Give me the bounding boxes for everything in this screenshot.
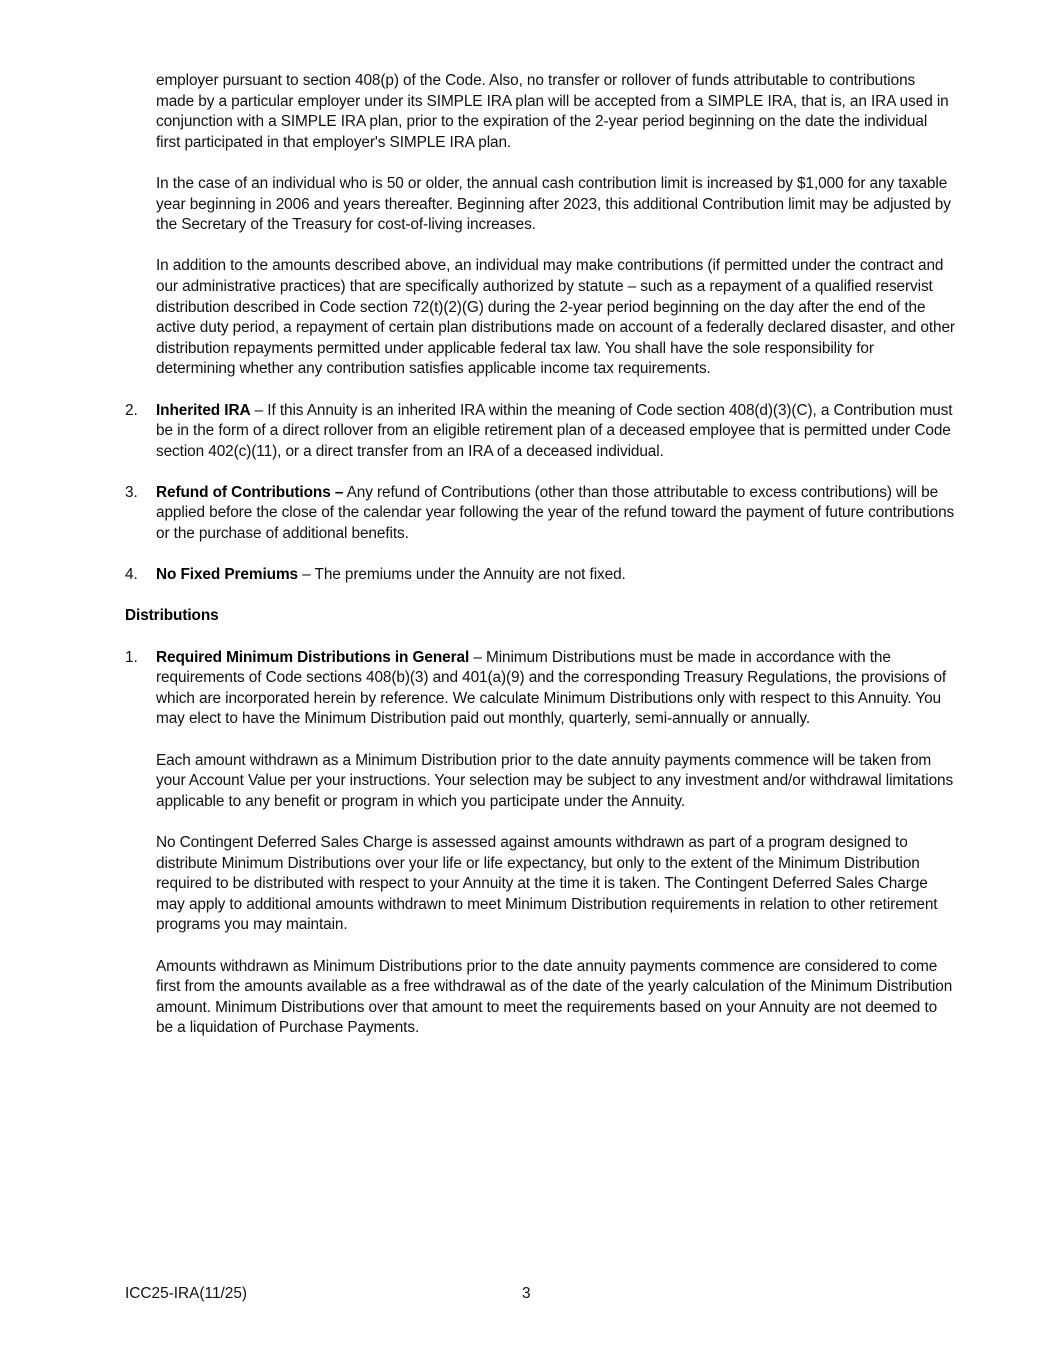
paragraph-catch-up: In the case of an individual who is 50 or older, the annual cash contribution limit is increased by $1,000 for any taxable year beginning in 2006 and years thereafter. Beginning after 2023, this additional Contribution limit may be adjusted by the Secretary of the Treasury for cost-of-living increases. [156, 174, 951, 234]
list-item-refund-of-contributions [125, 483, 955, 545]
list-item-no-fixed-premiums [125, 565, 955, 586]
document-body [125, 71, 955, 1060]
paragraph-simple-ira: employer pursuant to section 408(p) of the Code. Also, no transfer or rollover of funds attributable to contributions made by a particular employer under its SIMPLE IRA plan will be accepted from a SIMPLE IRA, that is, an IRA used in conjunction with a SIMPLE IRA plan, prior to the expiration of the 2-year period beginning on the date the individual first participated in that employer's SIMPLE IRA plan. [156, 72, 949, 151]
paragraph-free-withdrawal: Amounts withdrawn as Minimum Distributions prior to the date annuity payments commence are considered to come first from the amounts available as a free withdrawal as of the date of the yearly calculation of the Minimum Distribution amount. Minimum Distributions over that amount to meet the requirements based on your Annuity are not deemed to be a liquidation of Purchase Payments. [156, 957, 953, 1037]
term-refund-of-contributions: Refund of Contributions – [156, 483, 344, 501]
list-item-inherited-ira [125, 401, 955, 463]
item-text: Any refund of Contributions (other than those attributable to excess contributions) will be applied before the close of the calendar year following the year of the refund toward the payment of future contributions or the purchase of additional benefits. [156, 483, 955, 543]
list-number: 1. [125, 648, 138, 666]
term-no-fixed-premiums: No Fixed Premiums [156, 566, 298, 584]
paragraph-cdsc: No Contingent Deferred Sales Charge is assessed against amounts withdrawn as part of a program designed to distribute Minimum Distributions over your life or life expectancy, but only to the extent of the Minimum Distribution required to be distributed with respect to your Annuity at the time it is taken. The Contingent Deferred Sales Charge may apply to additional amounts withdrawn to meet Minimum Distribution requirements in relation to other retirement programs you may maintain. [156, 833, 938, 934]
footer-form-code: ICC25-IRA(11/25) [125, 1285, 248, 1302]
item-text: – The premiums under the Annuity are not fixed. [298, 566, 626, 584]
list-number: 2. [125, 401, 138, 419]
section-heading-distributions: Distributions [125, 607, 219, 625]
footer-page-number: 3 [522, 1285, 531, 1302]
list-number: 3. [125, 483, 138, 501]
term-inherited-ira: Inherited IRA [156, 401, 251, 419]
item-text: – Minimum Distributions must be made in accordance with the requirements of Code sections 408(b)(3) and 401(a)(9) and the corresponding Treasury Regulations, the provisions of which are incorporated herein by reference. We calculate Minimum Distributions only with respect to this Annuity. You may elect to have the Minimum Distribution paid out monthly, quarterly, semi-annually or annually. [156, 648, 947, 728]
term-required-minimum-distributions: Required Minimum Distributions in General [156, 648, 470, 666]
list-number: 4. [125, 566, 138, 584]
contribution-continuation [125, 71, 955, 380]
paragraph-account-value-withdrawal: Each amount withdrawn as a Minimum Distribution prior to the date annuity payments commence will be taken from your Account Value per your instructions. Your selection may be subject to any investment and/or withdrawal limitations applicable to any benefit or program in which you participate under the Annuity. [156, 751, 954, 810]
paragraph-authorized-contributions: In addition to the amounts described above, an individual may make contributions (if permitted under the contract and our administrative practices) that are specifically authorized by statute – such as a repayment of a qualified reservist distribution described in Code section 72(t)(2)(G) during the 2-year period beginning on the day after the end of the active duty period, a repayment of certain plan distributions made on account of a federally declared disaster, and other distribution repayments permitted under applicable federal tax law. You shall have the sole responsibility for determining whether any contribution satisfies applicable income tax requirements. [156, 257, 955, 378]
item-text: – If this Annuity is an inherited IRA within the meaning of Code section 408(d)(3)(C), a Contribution must be in the form of a direct rollover from an eligible retirement plan of a deceased employee that is permitted under Code section 402(c)(11), or a direct transfer from an IRA of a deceased individual. [156, 401, 953, 460]
list-item-required-minimum-distributions [125, 648, 955, 1039]
